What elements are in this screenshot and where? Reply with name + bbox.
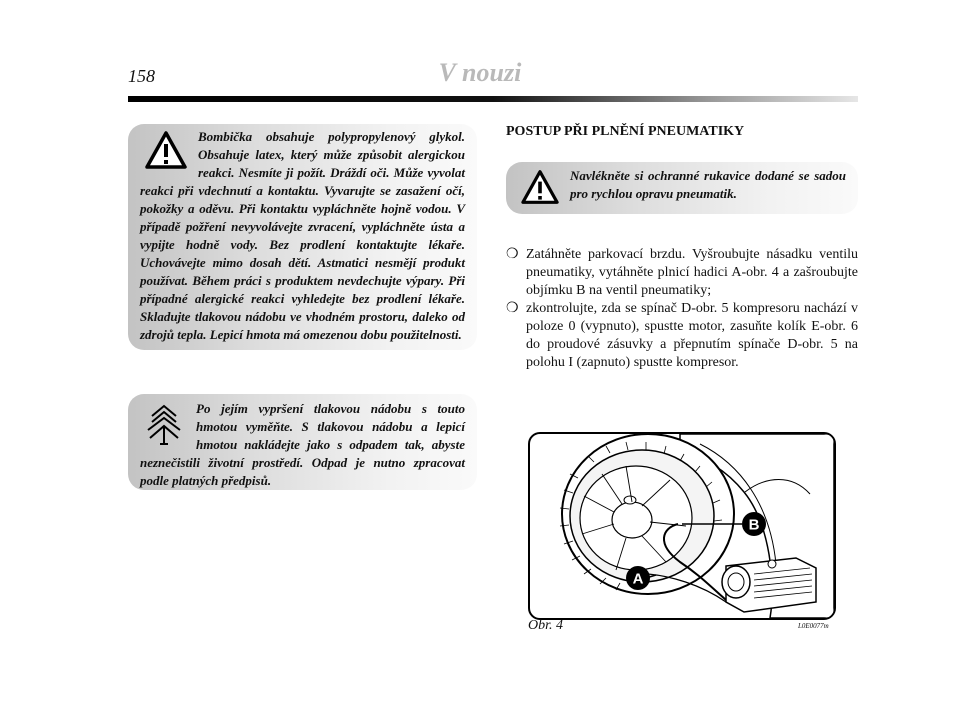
header-rule (128, 96, 858, 102)
bullet-circle-icon: ❍ (506, 247, 519, 262)
figure-caption: Obr. 4 (528, 618, 564, 633)
glycol-warning-box (128, 124, 477, 350)
gloves-warning-box (506, 162, 858, 214)
section-title: POSTUP PŘI PLNĚNÍ PNEUMATIKY (506, 124, 745, 139)
list-item (506, 300, 858, 372)
environment-note-text: Po jejím vypršení tlakovou nádobu s touto hmotou vyměňte. S tlakovou nádobu a lepicí hmotou nakládejte jako s odpadem tak, abyste neznečistili životní prostředí. Odpad je nutno zpracovat podle platných předpisů. (140, 401, 465, 488)
procedure-steps (506, 246, 858, 372)
compressor-icon (722, 558, 816, 612)
tire-icon (560, 434, 734, 594)
chapter-title: V nouzi (438, 58, 522, 87)
page-number: 158 (128, 66, 155, 86)
callout-a (626, 566, 650, 590)
gloves-warning-text: Navlékněte si ochranné rukavice dodané se sadou pro rychlou opravu pneumatik. (570, 168, 846, 201)
warning-triangle-icon (144, 130, 188, 170)
environment-tree-icon (144, 402, 184, 446)
bullet-circle-icon: ❍ (506, 301, 519, 316)
figure-code: L0E0077m (798, 622, 829, 630)
step-text: Zatáhněte parkovací brzdu. Vyšroubujte násadku ventilu pneumatiky, vytáhněte plnicí hadici A-obr. 4 a zašroubujte objímku B na ventil pneumatiky; (526, 247, 858, 298)
figure-tire-compressor (528, 432, 836, 620)
callout-b (742, 512, 766, 536)
tire-compressor-illustration (530, 434, 834, 618)
step-text: zkontrolujte, zda se spínač D-obr. 5 kompresoru nachází v poloze 0 (vypnuto), spustte motor, zasuňte kolík E-obr. 6 do proudové zásuvky a přepnutím spínače D-obr. 5 na polohu I (zapnuto) spustte kompresor. (526, 301, 858, 370)
callout-b-label: B (748, 516, 760, 534)
callout-a-label: A (632, 570, 644, 588)
glycol-warning-text: Bombička obsahuje polypropylenový glykol. Obsahuje latex, který může způsobit alergickou reakci. Nesmíte ji požít. Dráždí oči. Může vyvolat reakci při vdechnutí a kontaktu. Vyvarujte se zasažení očí, pokožky a oděvu. Při kontaktu vypláchněte hojně vodou. V případě požření nevyvolávejte zvracení, vypláchněte ústa a vypijte hodně vody. Bez prodlení kontaktujte lékaře. Uchovávejte mimo dosah dětí. Astmatici nesmějí produkt používat. Během práci s produktem nevdechujte výpary. Při případné alergické reakci vyhledejte bez prodlení lékaře. Skladujte tlakovou nádobu ve vhodném prostoru, daleko od zdrojů tepla. Lepicí hmota má omezenou dobu použitelnosti. (140, 129, 465, 342)
environment-note-box (128, 394, 477, 490)
list-item (506, 246, 858, 300)
warning-triangle-icon (520, 169, 560, 205)
